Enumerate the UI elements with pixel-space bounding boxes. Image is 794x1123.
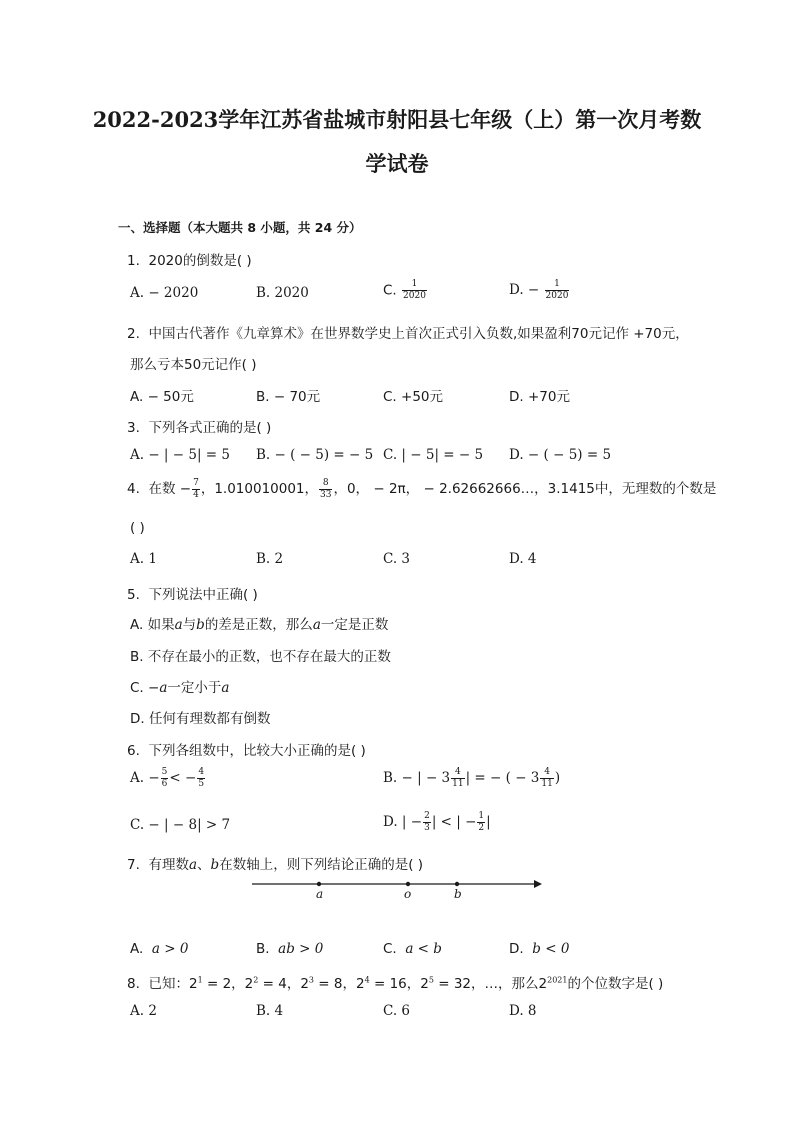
q5-option-d: D. 任何有理数都有倒数 (130, 711, 271, 727)
q2-option-b: B. − 70元 (256, 389, 321, 405)
question-2-line2: 那么亏本50元记作( ) (130, 357, 257, 373)
fraction: $\frac{1}{2020}$ (403, 279, 426, 301)
q8-option-c: C. 6 (383, 1003, 411, 1019)
q3-option-c: C. | − 5| = − 5 (383, 447, 484, 463)
question-stem: 2020的倒数是( ) (148, 253, 252, 269)
q2-option-d: D. +70元 (509, 389, 570, 405)
stem-part: 在数 − (148, 481, 192, 497)
point-o (406, 882, 410, 886)
page-title-line2: 学试卷 (365, 151, 429, 176)
question-6 (127, 739, 366, 759)
number-line-figure (250, 874, 550, 904)
q1-option-d (509, 280, 570, 301)
q6-option-b: B. − | − 3 $\frac{4}{11}$ | = − ( − 3 $\frac{4}{11}$ ) (383, 767, 561, 789)
q7-option-b: B. ab > 0 (256, 941, 324, 957)
question-stem: 中国古代著作《九章算术》在世界数学史上首次正式引入负数,如果盈利70元记作 +70元， (148, 326, 689, 342)
label-o: o (404, 887, 412, 901)
question-number: 1. (127, 253, 140, 269)
question-stem: 下列各组数中，比较大小正确的是( ) (148, 743, 366, 759)
stem-part: ，1.010010001， (200, 481, 319, 497)
q7-option-c: C. a < b (383, 941, 442, 957)
q6-option-a: A. − $\frac{5}{6}$ < − $\frac{4}{5}$ (130, 767, 205, 789)
section-heading: 一、选择题（本大题共 8 小题，共 24 分） (118, 220, 362, 235)
q3-option-b: B. − ( − 5) = − 5 (256, 447, 374, 463)
q8-option-d: D. 8 (509, 1003, 537, 1019)
question-number: 5. (127, 587, 140, 603)
q8-option-b: B. 4 (256, 1003, 284, 1019)
page-title-line1: 2022-2023学年江苏省盐城市射阳县七年级（上）第一次月考数 (92, 107, 702, 132)
question-number: 4. (127, 481, 140, 497)
question-stem: 下列各式正确的是( ) (148, 420, 272, 436)
option-label: C. (383, 282, 397, 299)
question-5 (127, 583, 258, 603)
point-b (455, 882, 459, 886)
q4-option-a: A. 1 (130, 551, 157, 567)
q5-option-a: A. 如果a与b的差是正数，那么a一定是正数 (130, 617, 389, 633)
question-number: 2. (127, 326, 140, 342)
q1-option-b: B. 2020 (256, 285, 309, 301)
label-a: a (316, 887, 324, 901)
q3-option-d: D. − ( − 5) = 5 (509, 447, 612, 463)
question-4 (127, 477, 716, 500)
q5-option-b: B. 不存在最小的正数，也不存在最大的正数 (130, 649, 391, 665)
q3-option-a: A. − | − 5| = 5 (130, 447, 230, 463)
question-3 (127, 416, 271, 436)
question-8: 8. 已知：$2^1 = 2$，$2^2 = 4$，$2^3 = 8$，$2^4 = 16$，$2^5 = 32$，…，那么$2^{2021}$的个位数字是( ) (127, 975, 664, 992)
question-number: 7. (127, 857, 140, 873)
fraction: $\frac{1}{2020}$ (545, 279, 569, 301)
question-1 (127, 249, 252, 269)
fraction: $\frac{8}{33}$ (320, 477, 332, 500)
question-number: 3. (127, 420, 140, 436)
q5-option-c: C. −a一定小于a (130, 680, 230, 696)
fraction: $\frac{7}{4}$ (193, 477, 199, 500)
q4-option-b: B. 2 (256, 551, 284, 567)
q2-option-c: C. +50元 (383, 389, 443, 405)
q7-option-d: D. b < 0 (509, 941, 570, 957)
q6-option-c: C. − | − 8| > 7 (130, 817, 231, 833)
question-stem: 下列说法中正确( ) (148, 587, 258, 603)
q6-option-d: D. | − $\frac{2}{3}$ | < | − $\frac{1}{2}$ | (383, 811, 491, 833)
question-4-line2: ( ) (130, 520, 145, 536)
q4-option-c: C. 3 (383, 551, 411, 567)
arrow-icon (534, 880, 542, 888)
q2-option-a: A. − 50元 (130, 389, 194, 405)
question-2 (127, 322, 689, 342)
q4-option-d: D. 4 (509, 551, 537, 567)
question-7: 7. 有理数a、b在数轴上，则下列结论正确的是( ) (127, 857, 424, 873)
stem-part: ，0， − 2π， − 2.62662666…，3.1415中，无理数的个数是 (333, 481, 717, 497)
point-a (317, 882, 321, 886)
q7-option-a: A. a > 0 (130, 941, 189, 957)
q1-option-c (383, 280, 428, 301)
label-b: b (454, 887, 462, 901)
q1-option-a: A. − 2020 (130, 285, 199, 301)
question-number: 6. (127, 743, 140, 759)
q8-option-a: A. 2 (130, 1003, 157, 1019)
option-label: D. − (509, 282, 540, 298)
question-number: 8. (127, 976, 140, 992)
